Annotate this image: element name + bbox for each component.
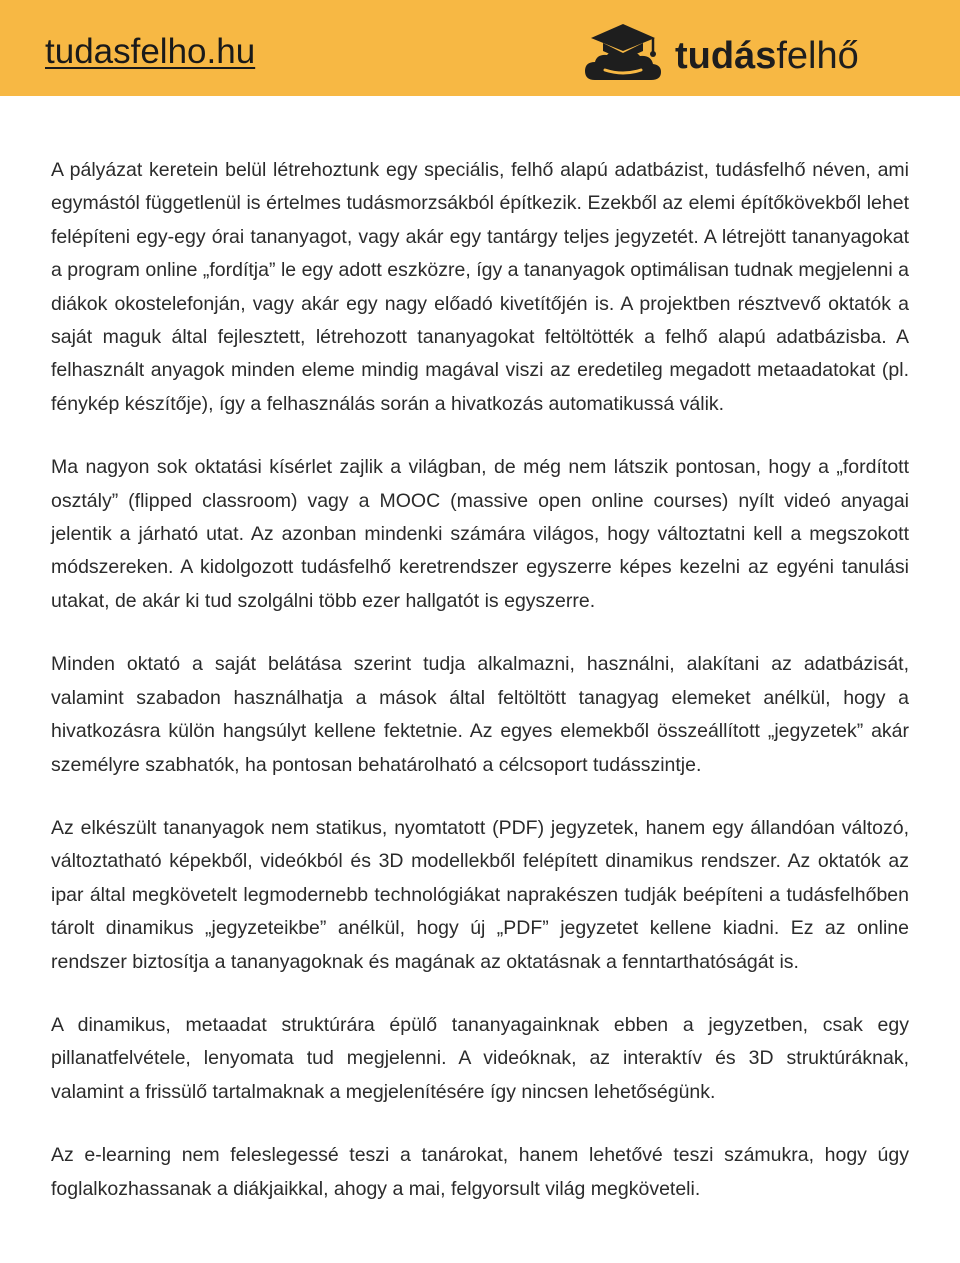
brand-wordmark-light: felhő [776, 35, 859, 77]
brand-logo[interactable] [583, 18, 923, 84]
paragraph-2: Ma nagyon sok oktatási kísérlet zajlik a világban, de még nem látszik pontosan, hogy a „fordított osztály” (flipped classroom) vagy a MOOC (massive open online courses) nyílt videó anyagai jelentik a járható utat. Az azonban mindenki számára világos, hogy változtatni kell a megszokott módszereken. A kidolgozott tudásfelhő keretrendszer egyszerre képes kezelni az egyéni tanulási utakat, de akár ki tud szolgálni több ezer hallgatót is egyszerre. [51, 456, 909, 612]
cloud-graduation-cap-icon [583, 18, 663, 82]
brand-wordmark [675, 34, 859, 78]
document-body [51, 154, 909, 1236]
paragraph-5: A dinamikus, metaadat struktúrára épülő tananyagainknak ebben a jegyzetben, csak egy pillanatfelvétele, lenyomata tud megjelenni. A videóknak, az interaktív és 3D struktúráknak, valamint a frissülő tartalmaknak a megjelenítésére így nincsen lehetőségünk. [51, 1013, 909, 1103]
header-bar [0, 0, 960, 96]
paragraph-4: Az elkészült tananyagok nem statikus, nyomtatott (PDF) jegyzetek, hanem egy állandóan változó, változtatható képekből, videókból és 3D modellekből felépített dinamikus rendszer. Az oktatók az ipar által megkövetelt legmodernebb technológiákat naprakészen tudják beépíteni a tudásfelhőben tárolt dinamikus „jegyzeteikbe” anélkül, hogy új „PDF” jegyzetet kellene kiadni. Ez az online rendszer biztosítja a tananyagoknak és magának az oktatásnak a fenntarthatóságát is. [51, 816, 909, 973]
brand-wordmark-bold: tudás [675, 35, 777, 77]
paragraph-3: Minden oktató a saját belátása szerint tudja alkalmazni, használni, alakítani az adatbázisát, valamint szabadon használhatja a mások által feltöltött tanagyag elemeket anélkül, hogy a hivatkozásra külön hangsúlyt kellene fektetnie. Az egyes elemekből összeállított „jegyzetek” akár személyre szabhatók, ha pontosan behatárolható a célcsoport tudásszintje. [51, 653, 909, 776]
paragraph-1: A pályázat keretein belül létrehoztunk egy speciális, felhő alapú adatbázist, tudásfelhő néven, ami egymástól függetlenül is értelmes tudásmorzsákból építkezik. Ezekből az elemi építőkövekből lehet felépíteni egy-egy órai tananyagot, vagy akár egy tantárgy teljes jegyzetét. A létrejött tananyagokat a program online „fordítja” le egy adott eszközre, így a tananyagok optimálisan tudnak megjelenni a diákok okostelefonján, vagy akár egy nagy előadó kivetítőjén is. A projektben résztvevő oktatók a saját maguk által fejlesztett, létrehozott tananyagokat feltöltötték a felhő alapú adatbázisba. A felhasznált anyagok minden eleme mindig magával viszi az eredetileg megadott metaadatokat (pl. fénykép készítője), így a felhasználás során a hivatkozás automatikussá válik. [51, 159, 909, 415]
paragraph-6: Az e-learning nem feleslegessé teszi a tanárokat, hanem lehetővé teszi számukra, hogy úgy foglalkozhassanak a diákjaikkal, ahogy a mai, felgyorsult világ megköveteli. [51, 1144, 909, 1200]
site-link[interactable]: tudasfelho.hu [45, 32, 256, 71]
